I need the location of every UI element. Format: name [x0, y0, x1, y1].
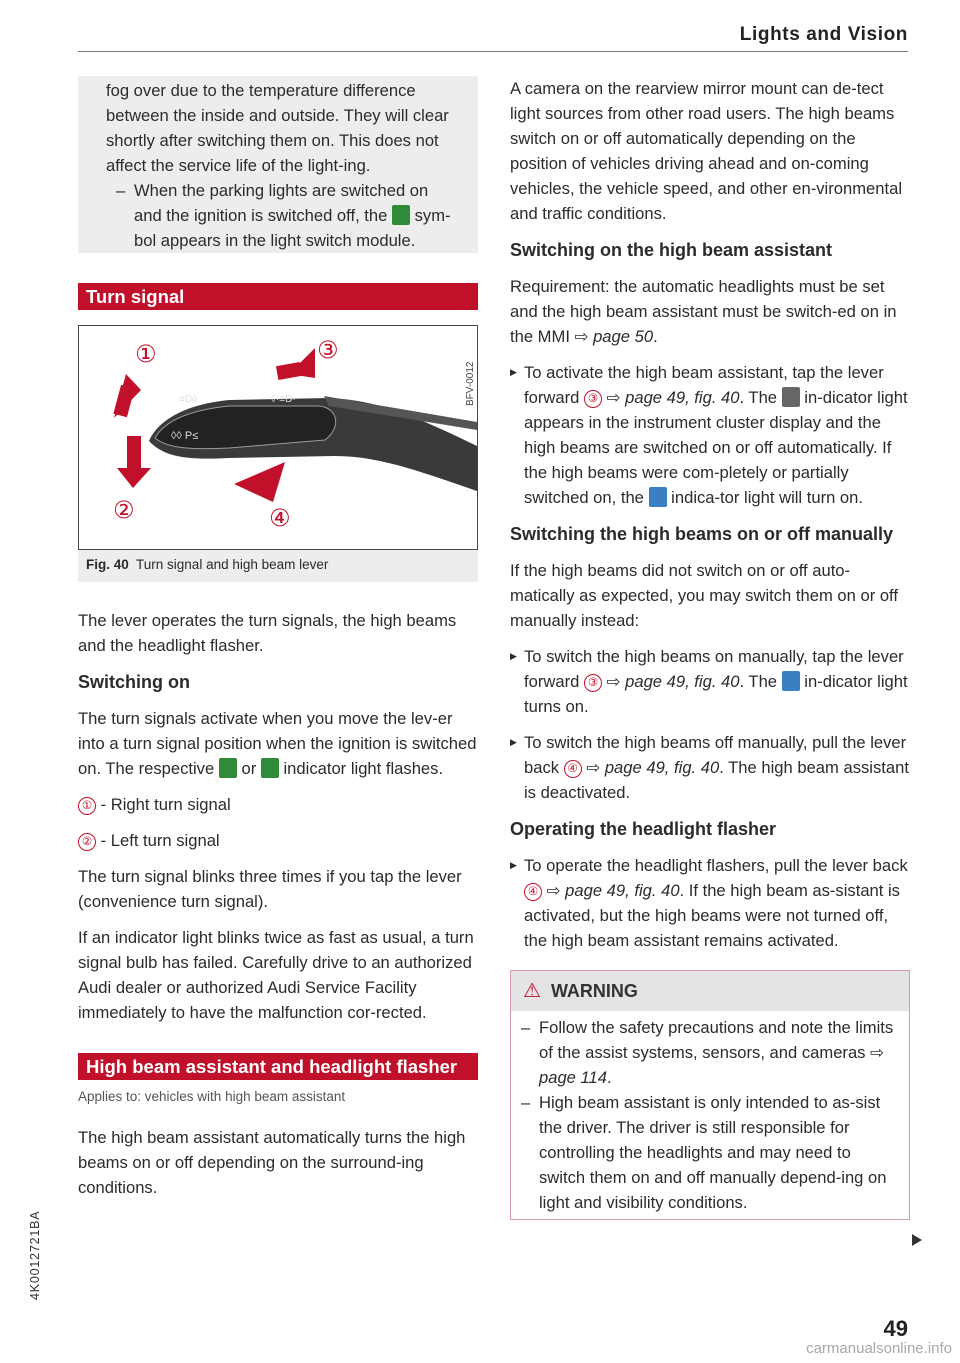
camera-text: A camera on the rearview mirror mount can de-tect light sources from other road users. The high beams switch on or off automatically depending on the position of vehicles driving ahead and on-coming vehicles, the vehicle speed, and other en-vironmental and traffic conditions.	[510, 79, 903, 223]
page-ref-114[interactable]: ⇨ page 114	[539, 1043, 885, 1087]
hba-heading: High beam assistant and headlight flasher	[78, 1053, 478, 1080]
figure-40	[78, 325, 478, 550]
step-flasher: ▶ To operate the headlight flashers, pull the lever back ④ ⇨ page 49, fig. 40. If the high beam as-sistant is activated, but the high beams were not turned off, the high beam assistant remains activated.	[510, 853, 910, 953]
left-signal-item: ② - Left turn signal	[78, 828, 478, 853]
step-activate-hba: ▶ To activate the high beam assistant, tap the lever forward ③ ⇨ page 49, fig. 40. The in-dicator light appears in the instrument cluster display and the high beams are switched on or off automatically. If the high beams were com-pletely or partially switched on, the indica-tor light will turn on.	[510, 360, 910, 510]
turn-right-icon	[261, 758, 279, 778]
page-ref-50[interactable]: ⇨ page 50	[574, 327, 654, 346]
step-manual-off: ▶ To switch the high beams off manually, pull the lever back ④ ⇨ page 49, fig. 40. The high beam assistant is deactivated.	[510, 730, 910, 805]
switching-on-text: The turn signals activate when you move the lev-er into a turn signal position when the ignition is switched on. The respective or indicator light flashes.	[78, 709, 477, 778]
parking-light-icon	[392, 205, 410, 225]
box-list-item: – When the parking lights are switched on and the ignition is switched off, the sym-bol appears in the light switch module.	[106, 178, 460, 253]
page-ref-49[interactable]: ⇨ page 49, fig. 40	[606, 672, 740, 691]
callout-3-ref: ③	[584, 390, 602, 408]
high-beam-auto-icon	[649, 487, 667, 507]
figure-caption: Fig. 40 Turn signal and high beam lever	[78, 550, 478, 582]
lever-label-2: ◊◊ P≤	[171, 430, 199, 442]
section-title: Lights and Vision	[739, 24, 908, 45]
warning-triangle-icon: ⚠	[523, 980, 541, 1002]
turn-left-icon	[219, 758, 237, 778]
continue-arrow-icon	[912, 1234, 922, 1246]
callout-3: ③	[317, 337, 339, 364]
high-beam-auto-icon	[782, 387, 800, 407]
warning-body	[511, 1011, 909, 1219]
manual-heading: Switching the high beams on or off manually	[510, 524, 894, 544]
header-rule	[78, 51, 908, 52]
figure-code: BFV-0012	[465, 361, 476, 406]
left-column	[78, 76, 478, 1211]
callout-2: ②	[113, 497, 135, 524]
arrow-down	[117, 436, 151, 488]
document-code: 4K0012721BA	[28, 1210, 42, 1300]
warning-header: ⚠ WARNING	[511, 971, 909, 1011]
requirement-text: Requirement: the automatic headlights must be set and the high beam assistant must be switch-ed on in the MMI ⇨ page 50.	[510, 277, 897, 346]
page-number: 49	[883, 1316, 908, 1341]
step-manual-on: ▶ To switch the high beams on manually, tap the lever forward ③ ⇨ page 49, fig. 40. The in-dicator light turns on.	[510, 644, 910, 719]
lever-illustration	[79, 326, 477, 549]
callout-4: ④	[269, 505, 291, 532]
callout-4-ref: ④	[564, 760, 582, 778]
manual-intro: If the high beams did not switch on or off auto-matically as expected, you may switch them on or off manually instead:	[510, 561, 898, 630]
switching-on-heading: Switching on	[78, 672, 190, 692]
right-column	[510, 76, 910, 1220]
flasher-heading: Operating the headlight flasher	[510, 819, 777, 839]
warning-item: – Follow the safety precautions and note the limits of the assist systems, sensors, and cameras ⇨ page 114.	[511, 1015, 899, 1090]
arrow-back	[234, 462, 285, 502]
convenience-text: The turn signal blinks three times if you tap the lever (convenience turn signal).	[78, 867, 462, 911]
continued-note-box	[78, 76, 478, 253]
warning-item: – High beam assistant is only intended to as-sist the driver. The driver is still responsible for controlling the headlights and may need to switch them on and off manually depend-ing on light and visibility conditions.	[511, 1090, 899, 1219]
box-text: fog over due to the temperature difference between the inside and outside. They will clear shortly after switching them on. This does not affect the service life of the light-ing.	[106, 81, 449, 175]
callout-2-ref: ②	[78, 833, 96, 851]
right-signal-item: ① - Right turn signal	[78, 792, 478, 817]
hba-intro: The high beam assistant automatically turns the high beams on or off depending on the surround-ing conditions.	[78, 1128, 466, 1197]
switch-hba-heading: Switching on the high beam assistant	[510, 240, 833, 260]
high-beam-icon	[782, 671, 800, 691]
watermark: carmanualsonline.info	[806, 1340, 952, 1357]
callout-1-ref: ①	[78, 797, 96, 815]
callout-1: ①	[135, 341, 157, 368]
warning-box	[510, 970, 910, 1220]
callout-4-ref: ④	[524, 883, 542, 901]
page-ref-49[interactable]: ⇨ page 49, fig. 40	[546, 881, 680, 900]
lever-intro: The lever operates the turn signals, the high beams and the headlight flasher.	[78, 611, 457, 655]
turn-signal-heading: Turn signal	[78, 283, 478, 310]
callout-3-ref: ③	[584, 674, 602, 692]
page-ref-49[interactable]: ⇨ page 49, fig. 40	[586, 758, 720, 777]
page-ref-49[interactable]: ⇨ page 49, fig. 40	[606, 388, 740, 407]
lever-label-3: ◊·≡D·	[271, 394, 296, 405]
failure-text: If an indicator light blinks twice as fast as usual, a turn signal bulb has failed. Carefully drive to an authorized Audi dealer or authorized Audi Service Facility immediately to have the malfunction cor-rected.	[78, 928, 474, 1022]
applies-to: Applies to: vehicles with high beam assistant	[78, 1089, 346, 1104]
lever-label-1: ≡D◊	[179, 394, 197, 405]
